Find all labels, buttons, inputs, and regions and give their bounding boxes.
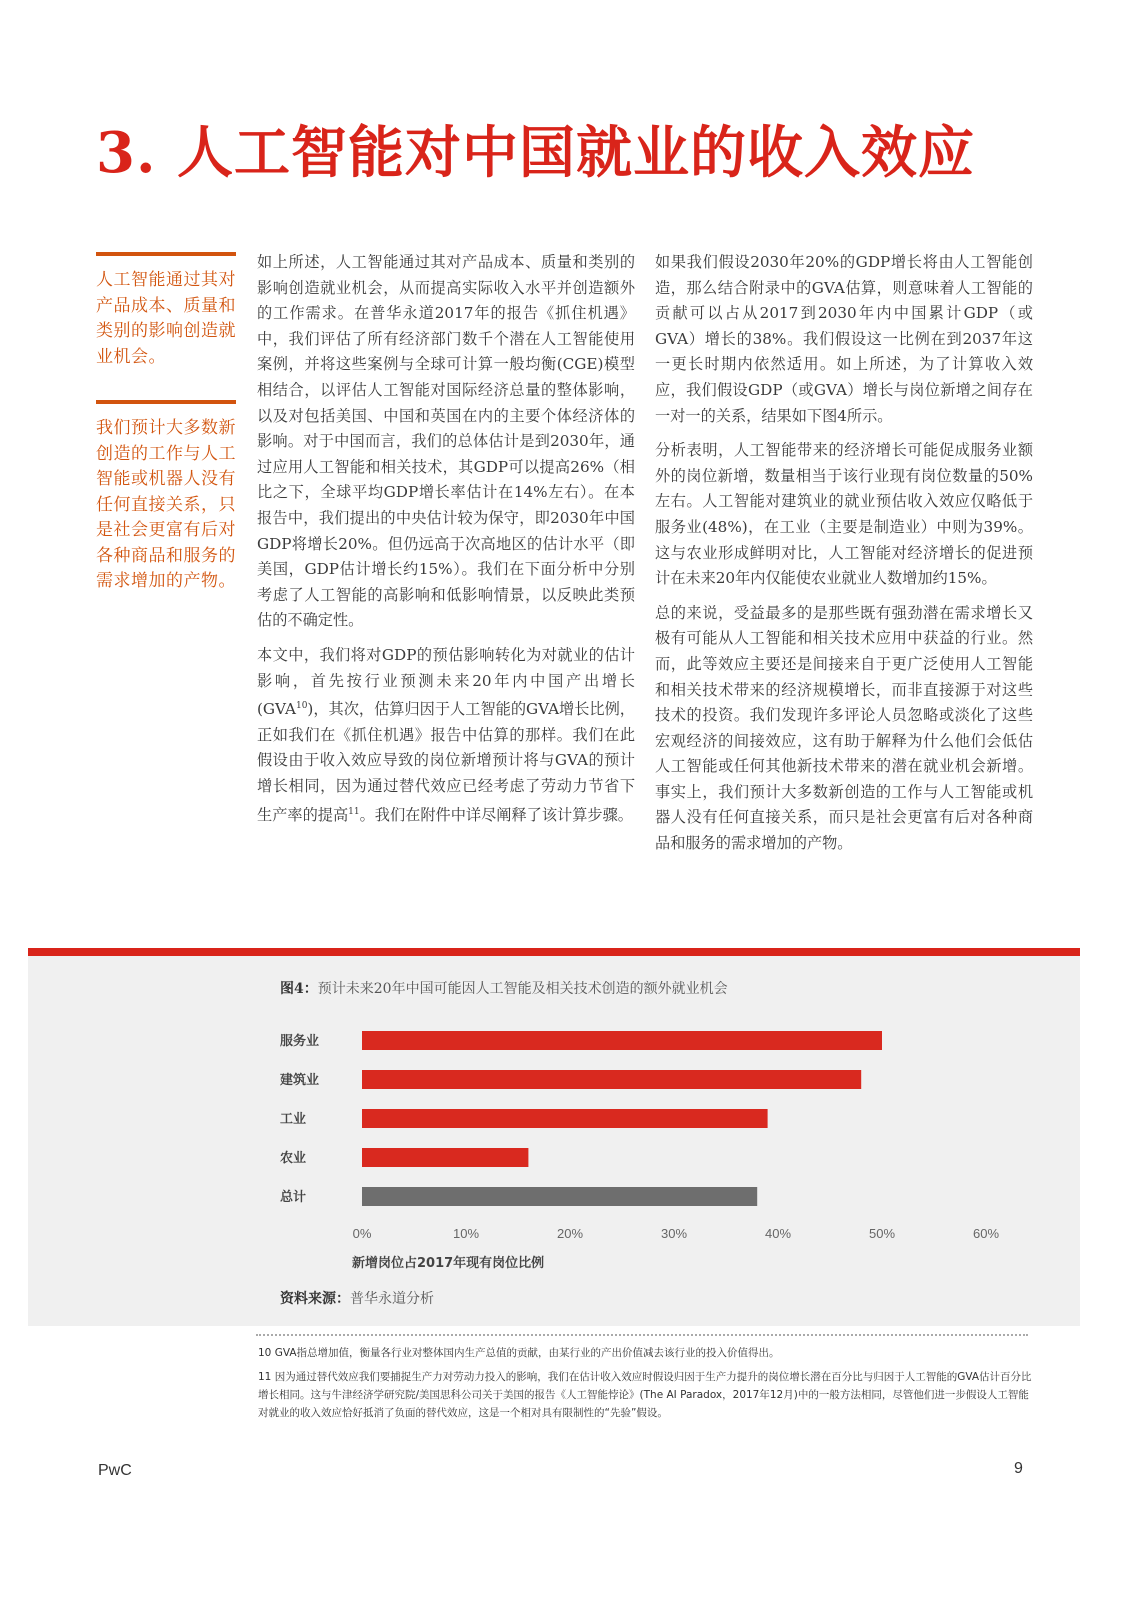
x-tick-label: 50% [868,1226,896,1241]
callout-rule [96,400,236,404]
paragraph: 如上所述，人工智能通过其对产品成本、质量和类别的影响创造就业机会，从而提高实际收入水平并创造额外的工作需求。在普华永道2017年的报告《抓住机遇》中，我们评估了所有经济部门数千个潜在人工智能使用案例，并将这些案例与全球可计算一般均衡(CGE)模型相结合，以评估人工智能对国际经济总量的整体影响，以及对包括美国、中国和英国在内的主要个体经济体的影响。对于中国而言，我们的总体估计是到2030年，通过应用人工智能和相关技术，其GDP可以提高26%（相比之下，全球平均GDP增长率估计在14%左右）。在本报告中，我们提出的中央估计较为保守，即2030年中国GDP将增长20%。但仍远高于次高地区的估计水平（即美国，GDP估计增长约15%）。我们在下面分析中分别考虑了人工智能的高影响和低影响情景，以反映此类预估的不确定性。 [257,253,635,630]
bar-1 [362,1031,882,1050]
footnote-11: 11 因为通过替代效应我们要捕捉生产力对劳动力投入的影响，我们在估计收入效应时假设归因于生产力提升的岗位增长潜在百分比与归因于人工智能的GVA估计百分比增长相同。这与牛津经济学研究院/美国思科公司关于美国的报告《人工智能悖论》(The AI Paradox，2017年12月)中的一般方法相同，尽管他们进一步假设人工智能对就业的收入效应恰好抵消了负面的替代效应，这是一个相对具有限制性的“先验”假设。 [258,1371,1032,1419]
paragraph-text: )，其次，估算归因于人工智能的GVA增长比例，正如我们在《抓住机遇》报告中估算的那样。我们在此假设由于收入效应导致的岗位新增预计将与GVA的预计增长相同，因为通过替代效应已经考虑了劳动力节省下生产率的提高 [257,700,635,824]
brand-logo: PwC [98,1462,132,1479]
bar-2 [362,1070,861,1089]
footnote-divider [256,1334,1028,1336]
paragraph-text: 本文中，我们将对GDP的预估影响转化为对就业的估计影响，首先按行业预测未来20年内中国产出增长(GVA [257,645,635,719]
x-tick-label: 40% [764,1226,792,1241]
figure-source [280,1288,434,1308]
category-label: 农业 [280,1151,307,1166]
figure-caption: 预计未来20年中国可能因人工智能及相关技术创造的额外就业机会 [317,981,728,997]
category-label: 服务业 [280,1034,320,1049]
paragraph [257,643,635,828]
sidebar-callout-1 [96,252,236,370]
page-number: 9 [1014,1460,1023,1477]
figure-top-rule [28,948,1080,956]
footnote-ref[interactable]: 11 [348,806,360,817]
figure-panel [28,956,1080,1326]
body-column-right [655,250,1033,866]
footnote-ref[interactable]: 10 [295,701,308,712]
category-label: 建筑业 [280,1073,320,1088]
x-axis-label: 新增岗位占2017年现有岗位比例 [352,1256,545,1271]
paragraph: 如果我们假设2030年20%的GDP增长将由人工智能创造，那么结合附录中的GVA估算，则意味着人工智能的贡献可以占从2017到2030年内中国累计GDP（或GVA）增长的38%。我们假设这一比例在到2037年这一更长时期内依然适用。如上所述，为了计算收入效应，我们假设GDP（或GVA）增长与岗位新增之间存在一对一的关系，结果如下图4所示。 [655,253,1033,425]
body-column-left [257,250,635,837]
section-heading: 3. 人工智能对中国就业的收入效应 [96,120,975,186]
bar-3 [362,1109,768,1128]
callout-rule [96,252,236,256]
paragraph: 总的来说，受益最多的是那些既有强劲潜在需求增长又极有可能从人工智能和相关技术应用中获益的行业。然而，此等效应主要还是间接来自于更广泛使用人工智能和相关技术带来的经济规模增长，而非直接源于对这些技术的投资。我们发现许多评论人员忽略或淡化了这些宏观经济的间接效应，这有助于解释为什么他们会低估人工智能或任何其他新技术带来的潜在就业机会新增。事实上，我们预计大多数新创造的工作与人工智能或机器人没有任何直接关系，而只是社会更富有后对各种商品和服务的需求增加的产物。 [655,603,1033,853]
x-tick-label: 60% [972,1226,1000,1241]
sidebar-callout-2 [96,400,236,595]
x-tick-label: 10% [452,1226,480,1241]
paragraph-text: 。我们在附件中详尽阐释了该计算步骤。 [359,805,633,824]
footnotes [258,1344,1033,1428]
paragraph: 分析表明，人工智能带来的经济增长可能促成服务业额外的岗位新增，数量相当于该行业现有岗位数量的50%左右。人工智能对建筑业的就业预估收入效应仅略低于服务业(48%)，在工业（主要是制造业）中则为39%。这与农业形成鲜明对比，人工智能对经济增长的促进预计在未来20年内仅能使农业就业人数增加约15%。 [655,441,1033,588]
bar-5 [362,1187,757,1206]
category-label: 总计 [280,1190,307,1205]
callout-text: 我们预计大多数新创造的工作与人工智能或机器人没有任何直接关系，只是社会更富有后对各种商品和服务的需求增加的产物。 [96,418,236,591]
footnote-10: 10 GVA指总增加值，衡量各行业对整体国内生产总值的贡献，由某行业的产出价值减去该行业的投入价值得出。 [258,1347,780,1359]
source-label: 资料来源： [280,1291,350,1307]
x-tick-label: 30% [660,1226,688,1241]
bar-chart [28,956,1080,1286]
x-tick-label: 0% [352,1226,372,1241]
source-text: 普华永道分析 [350,1291,434,1307]
category-label: 工业 [280,1112,307,1127]
bar-4 [362,1148,528,1167]
x-tick-label: 20% [556,1226,584,1241]
figure-label: 图4： [280,981,318,997]
callout-text: 人工智能通过其对产品成本、质量和类别的影响创造就业机会。 [96,270,236,367]
